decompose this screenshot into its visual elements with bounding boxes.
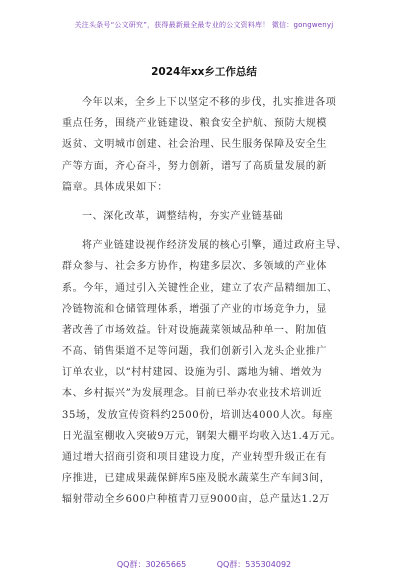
paragraph-line: 今年以来，全乡上下以坚定不移的步伐，扎实推进各项	[82, 97, 337, 108]
paragraph-line: 日光温室棚收入突破9万元，钢架大棚平均收入达1.4万元。	[62, 430, 342, 442]
paragraph-line: 冷链物流和仓储管理体系，增强了产业的市场竞争力，显	[62, 303, 327, 315]
paragraph-line: 辐射带动全乡600户种植青刀豆9000亩，总产量达1.2万	[62, 494, 330, 506]
section-heading: 一、深化改革，调整结构，夯实产业链基础	[82, 210, 284, 222]
paragraph-line: 群众参与、社会多方协作，构建多层次、多领域的产业体	[62, 261, 327, 273]
paragraph-line: 通过增大招商引资和项目建设力度，产业转型升级正在有	[62, 452, 327, 463]
paragraph-line: 本、乡村振兴”为发展理念。目前已举办农业技术培训近	[62, 388, 323, 400]
paragraph-line: 35场，发放宣传资料约2500份，培训达4000人次。每座	[62, 409, 334, 421]
paragraph-line: 著改善了市场效益。针对设施蔬菜领域品种单一、附加值	[62, 324, 327, 336]
qq-group-right: QQ群：535304092	[216, 560, 292, 569]
paragraph-line: 返贫、文明城市创建、社会治理、民生服务保障及安全生	[62, 139, 327, 151]
paragraph-line: 篇章。具体成果如下：	[62, 181, 168, 193]
bottom-qq-banner	[0, 559, 408, 570]
document-title: 2024年xx乡工作总结	[151, 66, 257, 78]
paragraph-line: 序推进，已建成果蔬保鲜库5座及脱水蔬菜生产车间3间，	[62, 473, 331, 485]
paragraph-line: 订单农业，以“村村建园、设施为引、露地为辅、增效为	[62, 367, 323, 379]
paragraph-line: 产等方面，齐心奋斗，努力创新，谱写了高质量发展的新	[62, 160, 327, 172]
document-body	[62, 92, 352, 511]
paragraph-line: 将产业链建设视作经济发展的核心引擎，通过政府主导、	[82, 240, 347, 252]
qq-group-left: QQ群：30265665	[116, 560, 187, 569]
top-promo-banner: 关注头条号“公文研究”，获得最新最全最专业的公文资料库！ 微信：gongwenyj	[74, 21, 334, 29]
paragraph-line: 系。今年，通过引入关键性企业，建立了农产品精细加工、	[62, 282, 338, 294]
paragraph-line: 重点任务，围绕产业链建设、粮食安全护航、预防大规模	[62, 118, 327, 130]
paragraph-line: 不高、销售渠道不足等问题，我们创新引入龙头企业推广	[62, 346, 327, 358]
